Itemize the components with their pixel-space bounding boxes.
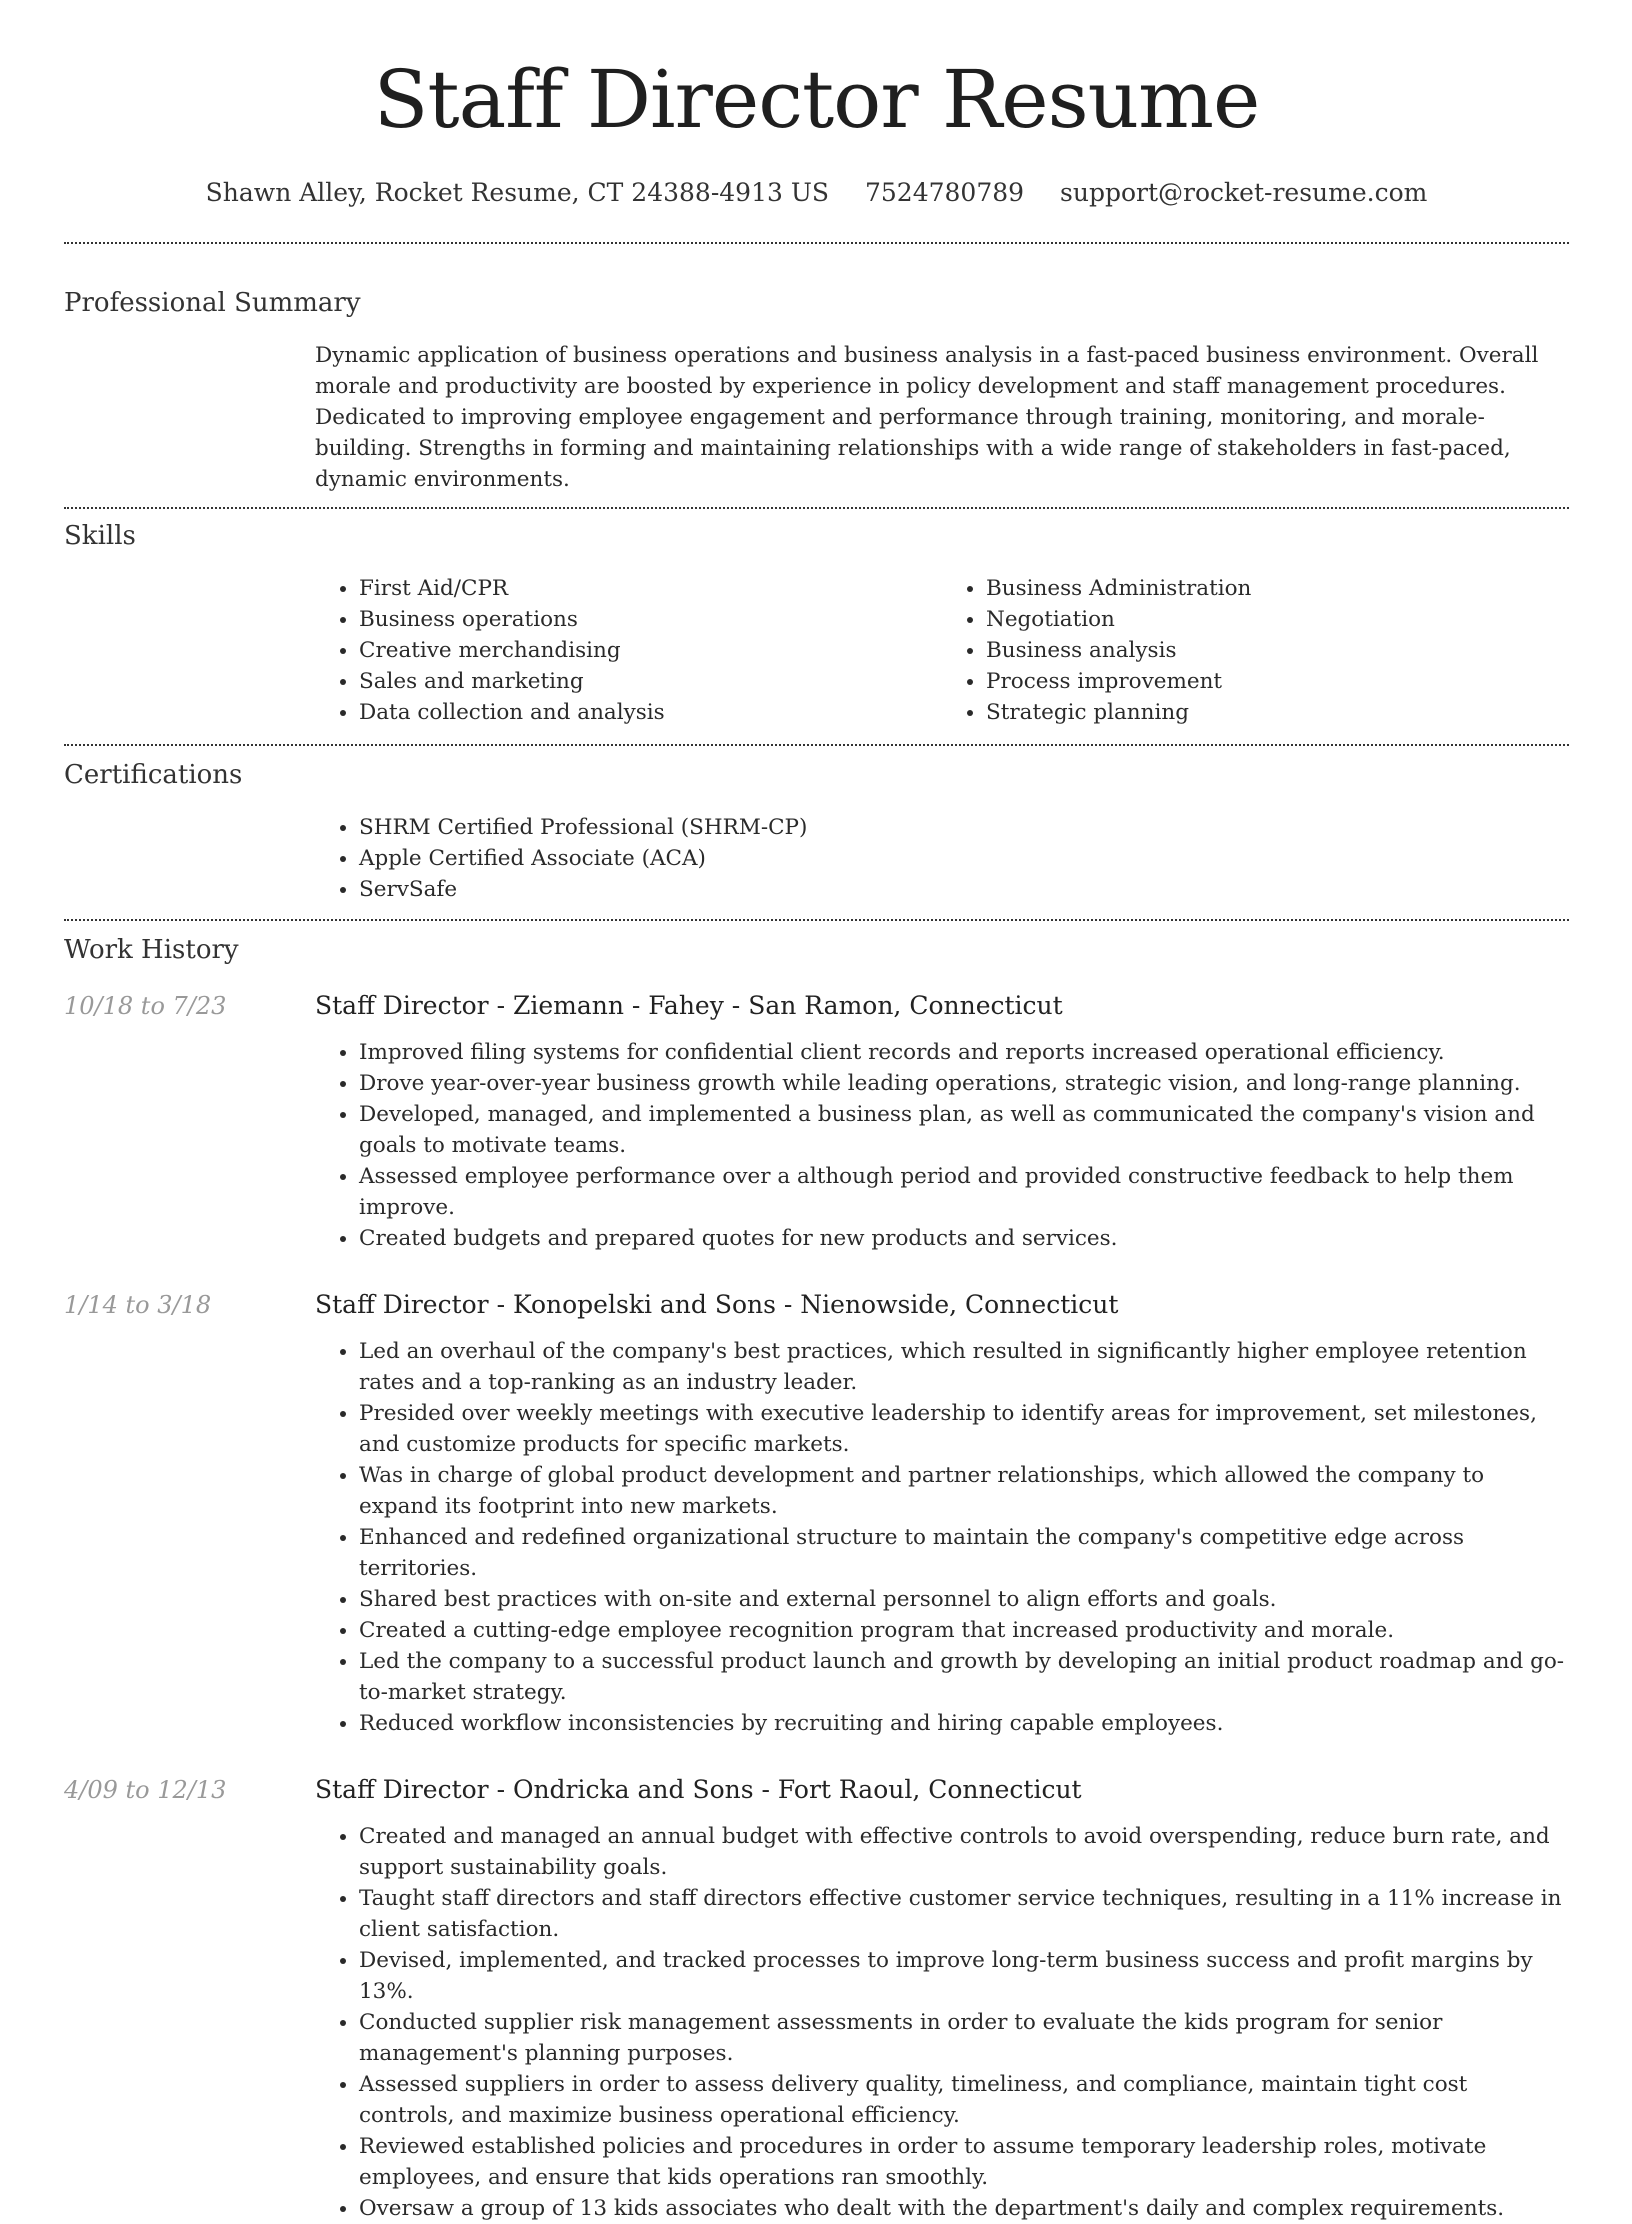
certifications-section xyxy=(64,746,1569,905)
summary-text: Dynamic application of business operations and business analysis in a fast-paced business environment. Overall morale and productivity are boosted by experience in policy development and staff management procedures. Dedicated to improving employee engagement and performance through training, monitoring, and morale-building. Strengths in forming and maintaining relationships with a wide range of stakeholders in fast-paced, dynamic environments. xyxy=(315,343,1539,492)
skill-item: • First Aid/CPR xyxy=(359,573,942,604)
contact-address: Shawn Alley, Rocket Resume, CT 24388-4913 US xyxy=(205,178,830,207)
contact-phone: 7524780789 xyxy=(865,178,1025,207)
skills-heading: Skills xyxy=(64,521,136,551)
summary-heading: Professional Summary xyxy=(64,288,361,318)
certification-item: • SHRM Certified Professional (SHRM-CP) xyxy=(359,812,1569,843)
job-bullet: • Conducted supplier risk management assessments in order to evaluate the kids program for senior management's planning purposes. xyxy=(359,2007,1569,2069)
job-bullet: • Reduced workflow inconsistencies by recruiting and hiring capable employees. xyxy=(359,1708,1569,1739)
certifications-heading: Certifications xyxy=(64,760,243,790)
job-entry xyxy=(64,1288,1569,1739)
job-bullet: • Presided over weekly meetings with executive leadership to identify areas for improvement, set milestones, and customize products for specific markets. xyxy=(359,1398,1569,1460)
certifications-body xyxy=(315,812,1569,905)
contact-email: support@rocket-resume.com xyxy=(1060,178,1428,207)
page-title: Staff Director Resume xyxy=(373,53,1260,146)
job-bullet: • Shared best practices with on-site and external personnel to align efforts and goals. xyxy=(359,1584,1569,1615)
certification-item: • ServSafe xyxy=(359,874,1569,905)
skill-item: • Creative merchandising xyxy=(359,635,942,666)
summary-section xyxy=(64,244,1569,495)
work-history-heading: Work History xyxy=(64,935,239,965)
skill-item: • Business analysis xyxy=(986,635,1569,666)
job-bullet: • Improved filing systems for confidential client records and reports increased operational efficiency. xyxy=(359,1037,1569,1068)
job-bullet: • Created budgets and prepared quotes for new products and services. xyxy=(359,1223,1569,1254)
job-title: Staff Director - Konopelski and Sons - Nienowside, Connecticut xyxy=(315,1290,1119,1319)
skill-item: • Data collection and analysis xyxy=(359,697,942,728)
job-dates: 4/09 to 12/13 xyxy=(64,1776,227,1804)
certifications-list xyxy=(315,812,1569,905)
skill-item: • Process improvement xyxy=(986,666,1569,697)
job-bullet: • Reviewed established policies and procedures in order to assume temporary leadership roles, motivate employees, and ensure that kids operations ran smoothly. xyxy=(359,2131,1569,2193)
skills-grid xyxy=(315,573,1569,728)
skill-item: • Business operations xyxy=(359,604,942,635)
job-bullet: • Created a cutting-edge employee recognition program that increased productivity and morale. xyxy=(359,1615,1569,1646)
job-title: Staff Director - Ziemann - Fahey - San Ramon, Connecticut xyxy=(315,991,1063,1020)
job-entry xyxy=(64,989,1569,1254)
contact-line xyxy=(64,176,1569,210)
job-title: Staff Director - Ondricka and Sons - Fort Raoul, Connecticut xyxy=(315,1775,1082,1804)
job-bullet: • Devised, implemented, and tracked processes to improve long-term business success and profit margins by 13%. xyxy=(359,1945,1569,2007)
job-entry xyxy=(64,1773,1569,2224)
skills-list-right xyxy=(942,573,1569,728)
job-dates: 1/14 to 3/18 xyxy=(64,1291,212,1319)
job-bullet: • Led an overhaul of the company's best practices, which resulted in significantly higher employee retention rates and a top-ranking as an industry leader. xyxy=(359,1336,1569,1398)
job-bullets xyxy=(315,1336,1569,1739)
skill-item: • Strategic planning xyxy=(986,697,1569,728)
job-bullets xyxy=(315,1821,1569,2224)
job-bullet: • Created and managed an annual budget with effective controls to avoid overspending, reduce burn rate, and support sustainability goals. xyxy=(359,1821,1569,1883)
resume-page xyxy=(64,0,1569,2224)
work-history-section xyxy=(64,921,1569,2224)
job-bullet: • Oversaw a group of 13 kids associates who dealt with the department's daily and complex requirements. xyxy=(359,2193,1569,2224)
certification-item: • Apple Certified Associate (ACA) xyxy=(359,843,1569,874)
job-bullet: • Assessed suppliers in order to assess delivery quality, timeliness, and compliance, maintain tight cost controls, and maximize business operational efficiency. xyxy=(359,2069,1569,2131)
skills-section xyxy=(64,509,1569,728)
job-bullet: • Was in charge of global product development and partner relationships, which allowed the company to expand its footprint into new markets. xyxy=(359,1460,1569,1522)
skill-item: • Negotiation xyxy=(986,604,1569,635)
job-bullet: • Assessed employee performance over a although period and provided constructive feedback to help them improve. xyxy=(359,1161,1569,1223)
job-bullet: • Enhanced and redefined organizational structure to maintain the company's competitive edge across territories. xyxy=(359,1522,1569,1584)
job-bullet: • Drove year-over-year business growth while leading operations, strategic vision, and long-range planning. xyxy=(359,1068,1569,1099)
job-bullet: • Taught staff directors and staff directors effective customer service techniques, resulting in a 11% increase in client satisfaction. xyxy=(359,1883,1569,1945)
skill-item: • Business Administration xyxy=(986,573,1569,604)
job-bullets xyxy=(315,1037,1569,1254)
job-dates: 10/18 to 7/23 xyxy=(64,992,227,1020)
skills-list-left xyxy=(315,573,942,728)
skill-item: • Sales and marketing xyxy=(359,666,942,697)
job-bullet: • Led the company to a successful product launch and growth by developing an initial product roadmap and go-to-market strategy. xyxy=(359,1646,1569,1708)
job-bullet: • Developed, managed, and implemented a business plan, as well as communicated the company's vision and goals to motivate teams. xyxy=(359,1099,1569,1161)
